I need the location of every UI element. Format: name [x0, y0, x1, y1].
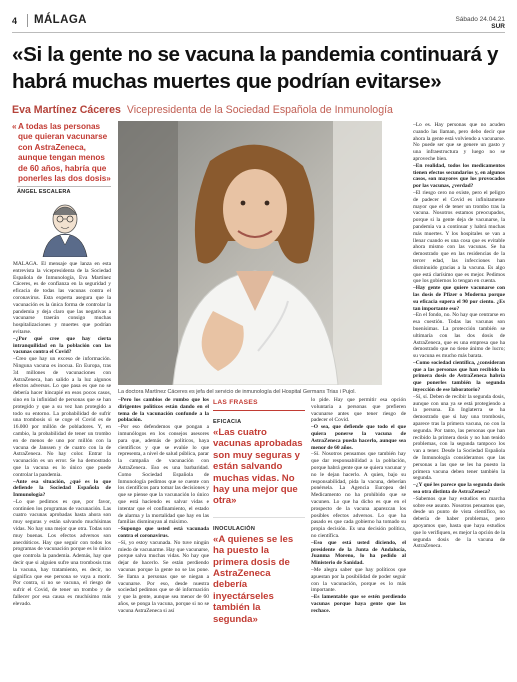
interview-question: –Eso que está usted diciendo, el presidente de la Junta de Andalucía, Juanma Moreno, lo ha pedido al Ministerio de Sanidad.: [311, 539, 406, 567]
interviewee-role: Vicepresidenta de la Sociedad Española de Inmunología: [126, 104, 393, 116]
article-column-2: [118, 397, 209, 675]
article-column-1: [13, 261, 111, 673]
header-rule: [12, 32, 505, 33]
author-divider: [17, 186, 111, 187]
quote-tag: EFICACIA: [213, 419, 242, 425]
page-number: 4: [12, 16, 18, 26]
key-quotes-title: LAS FRASES: [213, 399, 258, 406]
article-paragraph: –Me alegra saber que hay políticos que apuestan por la posibilidad de poder seguir con la vacunación, porque es lo más importante.: [311, 566, 406, 594]
quote-mark: «: [12, 122, 17, 131]
interview-question: –¿Por qué cree que hay cierta intranquilidad en la población con las vacunas contra el Covid?: [13, 335, 111, 356]
photo-caption: La doctora Martínez Cáceres es jefa del servicio de inmunología del Hospital Germans Trias i Pujol.: [118, 389, 356, 395]
author-name: ÁNGEL ESCALERA: [17, 189, 71, 195]
header-divider: [27, 14, 28, 27]
issue-date: Sábado 24.04.21: [455, 16, 505, 23]
interview-question: –Ante esa situación, ¿qué es lo que defiende la Sociedad Española de Inmunología?: [13, 478, 111, 499]
key-quote-divider: [213, 517, 305, 518]
interview-question: –¿Y qué les parece que la segunda dosis sea otra distinta de AstraZeneca?: [413, 482, 505, 496]
key-quotes-rule: [213, 410, 305, 411]
article-paragraph: lo pide. Hay que permitir esa opción voluntaria a personas que prefieren vacunarse antes que tener riesgo de padecer el Covid.: [311, 397, 406, 424]
article-column-3: [311, 397, 406, 675]
interview-question: –Supongo que usted está vacunada contra el coronavirus.: [118, 526, 209, 539]
author-caricature-image: [13, 197, 111, 257]
article-paragraph: –Sí. Nosotros pensamos que también hay que dar responsabilidad a la población, porque habrá gente que se quiera vacunar y no le dejan hacerlo. A quien, bajo su responsabilidad, pida la vacuna, deberían ponérsela. La Agencia Europea del Medicamento no ha prohibido que se vacunen. Lo que ha dicho es que en el prospecto de la vacuna aparezcan los posibles efectos adversos. Lo que ha pasado es que cada gobierno ha tomado su propia decisión. Es una decisión política, no científica.: [311, 451, 406, 539]
key-quotes-box: [213, 399, 305, 635]
headline: «Si la gente no se vacuna la pandemia continuará y habrá muchas muertes que podrían evitarse»: [12, 43, 499, 93]
newspaper-name: SUR: [491, 23, 505, 30]
article-paragraph: –Por eso defendemos que pongan a inmunólogos en los consejos asesores para que, además de políticos, haya científicos y que se evalúe lo que representa, a nivel de salud pública, parar la campaña de vacunación con AstraZeneca. Eso es una barbaridad. Como Sociedad Española de Inmunología pedimos que se cuente con los científicos para tomar las decisiones y que se piense que la vacunación lo único que está haciendo es salvar vidas e intentar que el confinamiento, el estado de alarma y la mortalidad que hay en las familias disminuyan al máximo.: [118, 424, 209, 526]
interview-question: –Hay gente que quiere vacunarse con las dosis de Pfizer o Moderna porque su eficacia supera el 90 por ciento. ¿Es tan importante eso?: [413, 285, 505, 312]
interview-question: –Pero los cambios de rumbo que los dirigentes políticos están dando en el tema de la vacunación confunde a la población.: [118, 397, 209, 424]
article-paragraph: –Sí, sí. Deben de recibir la segunda dosis, aunque con una ya se está protegiendo a la persona. En Inglaterra se ha demostrado que si hay una trombosis, aparece tras la primera vacuna, no con la segunda. Por tanto, las personas que han recibido la primera dosis y no han tenido problemas, con la segunda tampoco los van a tener. Desde la Sociedad Española de Inmunología consideramos que las personas a las que se les ha puesto la primera vacuna deben tener también la segunda.: [413, 393, 505, 482]
section-title: MÁLAGA: [34, 14, 87, 26]
byline: [12, 104, 393, 116]
article-paragraph: MÁLAGA. El mensaje que lanza en esta entrevista la vicepresidenta de la Sociedad Española de Inmunología, Eva Martínez Cáceres, es de confianza en la seguridad y eficacia de todas las vacunas contra el coronavirus. Esta experta asegura que la vacunación es la única forma de controlar la pandemia y deja claro que las negativas a vacunarse traerán consigo muchas hospitalizaciones y muertes que podrían evitarse.: [13, 261, 111, 335]
article-paragraph: –Sabemos que hay estudios en marcha sobre ese asunto. Nosotros pensamos que, desde un punto de vista científico, no debería de haber problemas, pero apoyamos que, hasta que haya estudios que lo verifiquen, es mejor la opción de la segunda dosis de la vacuna de AstraZeneca.: [413, 495, 505, 550]
key-quote: «Las cuatro vacunas aprobadas son muy seguras y están salvando muchas vidas. No hay una mejor que otra»: [213, 427, 303, 507]
key-quote: «A quienes se les ha puesto la primera dosis de AstraZeneca debería inyectárseles también la segunda»: [213, 533, 294, 625]
interviewee-name: Eva Martínez Cáceres: [12, 104, 121, 116]
article-paragraph: –En el fondo, no. No hay que centrarse en esa cuestión. Todas las vacunas son buenísimas. La protección también se ultimaría con las dos dosis de AstraZeneca, que es una empresa que ha demostrado que no tiene ánimo de lucro; su vacuna es mucho más barata.: [413, 312, 505, 360]
article-column-4: [413, 122, 505, 675]
article-paragraph: –El riesgo cero no existe, pero el peligro de padecer el Covid es infinitamente mayor que el de tener un trombo tras la vacuna. Nosotros estamos preocupados, porque si la gente deja de vacunarse, la pandemia va a continuar y habrá muchas más muertes. Y los hospitales se van a llenar cuando es una cosa que es evitable ahora mismo con las vacunas. Se ha demostrado que en las residencias de la tercer edad, las infecciones han disminuido gracias a la vacuna. Es algo que está clarísimo que es mejor. Pedimos que los gobiernos lo tengan en cuenta.: [413, 189, 505, 285]
interview-question: –En realidad, todos los medicamentos tienen efectos secundarios y, en algunos casos, son mayores que los provocados por las vacunas, ¿verdad?: [413, 162, 505, 190]
article-paragraph: –Creo que hay un exceso de información. Ninguna vacuna es inocua. En Europa, tras 34 millones de vacunaciones con AstraZeneca, han salido a la luz algunos efectos adversos. Lo que pasa es que no se debería hacer hincapié en esos pocos casos, sino en la infinidad de personas que se han protegido y que a su vez han protegido a todo su entorno. La probabilidad de sufrir una trombosis si se coge el Covid es de 16.000 por millón de pobladores. Y, en cambio, la probabilidad de tener un trombo en de menos de uno por millón con la vacuna de Janssen y de cuatro con la de AstraZeneca. No hay color. Entrar la vacunación es un error. Se ha demostrado que la vacuna es lo único que puede controlar la pandemia.: [13, 356, 111, 478]
article-paragraph: –Sí, yo estoy vacunada. No tuve ningún miedo de vacunarme. Hay que vacunarse, porque salva muchas vidas. No hay que dejar de hacerlo. Se están perdiendo vacunas porque la gente no se las pone. Se llama a personas que se niegan a vacunarse. Por eso, desde nuestra sociedad pedimos que se dé información y que la gente, aunque sea menor de 60 años, se ponga la vacuna, porque si no se vacuna AstraZeneca si así: [118, 539, 209, 614]
interview-question: –Como sociedad científica, ¿consideran que a las personas que han recibido la primera dosis de AstraZeneca habría que ponerles también la segunda inyección de ese laboratorio?: [413, 359, 505, 394]
article-paragraph: –Lo que pedimos es que, por favor, continúen los programas de vacunación. Las cuatro vacunas aprobadas hasta ahora son muy seguras y están salvando muchísimas vidas. No hay una mejor que otra. Todas son muy buenas. Los efectos adversos son anecdóticos. Hay que seguir con todos los programas de vacunación porque es lo único que controla la pandemia. Además, hay que decir que si alguien sufre una trombosis tras la vacuna, hay tratamiento, es decir, no significa que ese persona se vaya a morir. Por contra, si no se vacuna, el riesgo de sufrir el Covid, de tener un trombo y de fallecer por esa causa es muchísimo más elevado.: [13, 498, 111, 607]
pull-quote: A todas las personas que quieran vacunarse con AstraZeneca, aunque tengan menos de 60 años, habría que ponerles las dos dosis»: [18, 122, 111, 184]
article-paragraph: –Lo es. Hay personas que no acuden cuando las llaman, pero debo decir que ahora la gente está volviendo a vacunarse. No puede ser que se genere un gasto y una infraestructura y luego no se aproveche bien.: [413, 122, 505, 162]
interview-question: –O sea, que defiende que todo el que quiera ponerse la vacuna de AstraZeneca pueda hacerlo, aunque sea menor de 60 años.: [311, 424, 406, 451]
interview-question: –Es lamentable que se estén perdiendo vacunas porque haya gente que las rechace.: [311, 594, 406, 614]
quote-tag: INOCULACIÓN: [213, 525, 256, 532]
interviewee-photo: [118, 121, 382, 385]
